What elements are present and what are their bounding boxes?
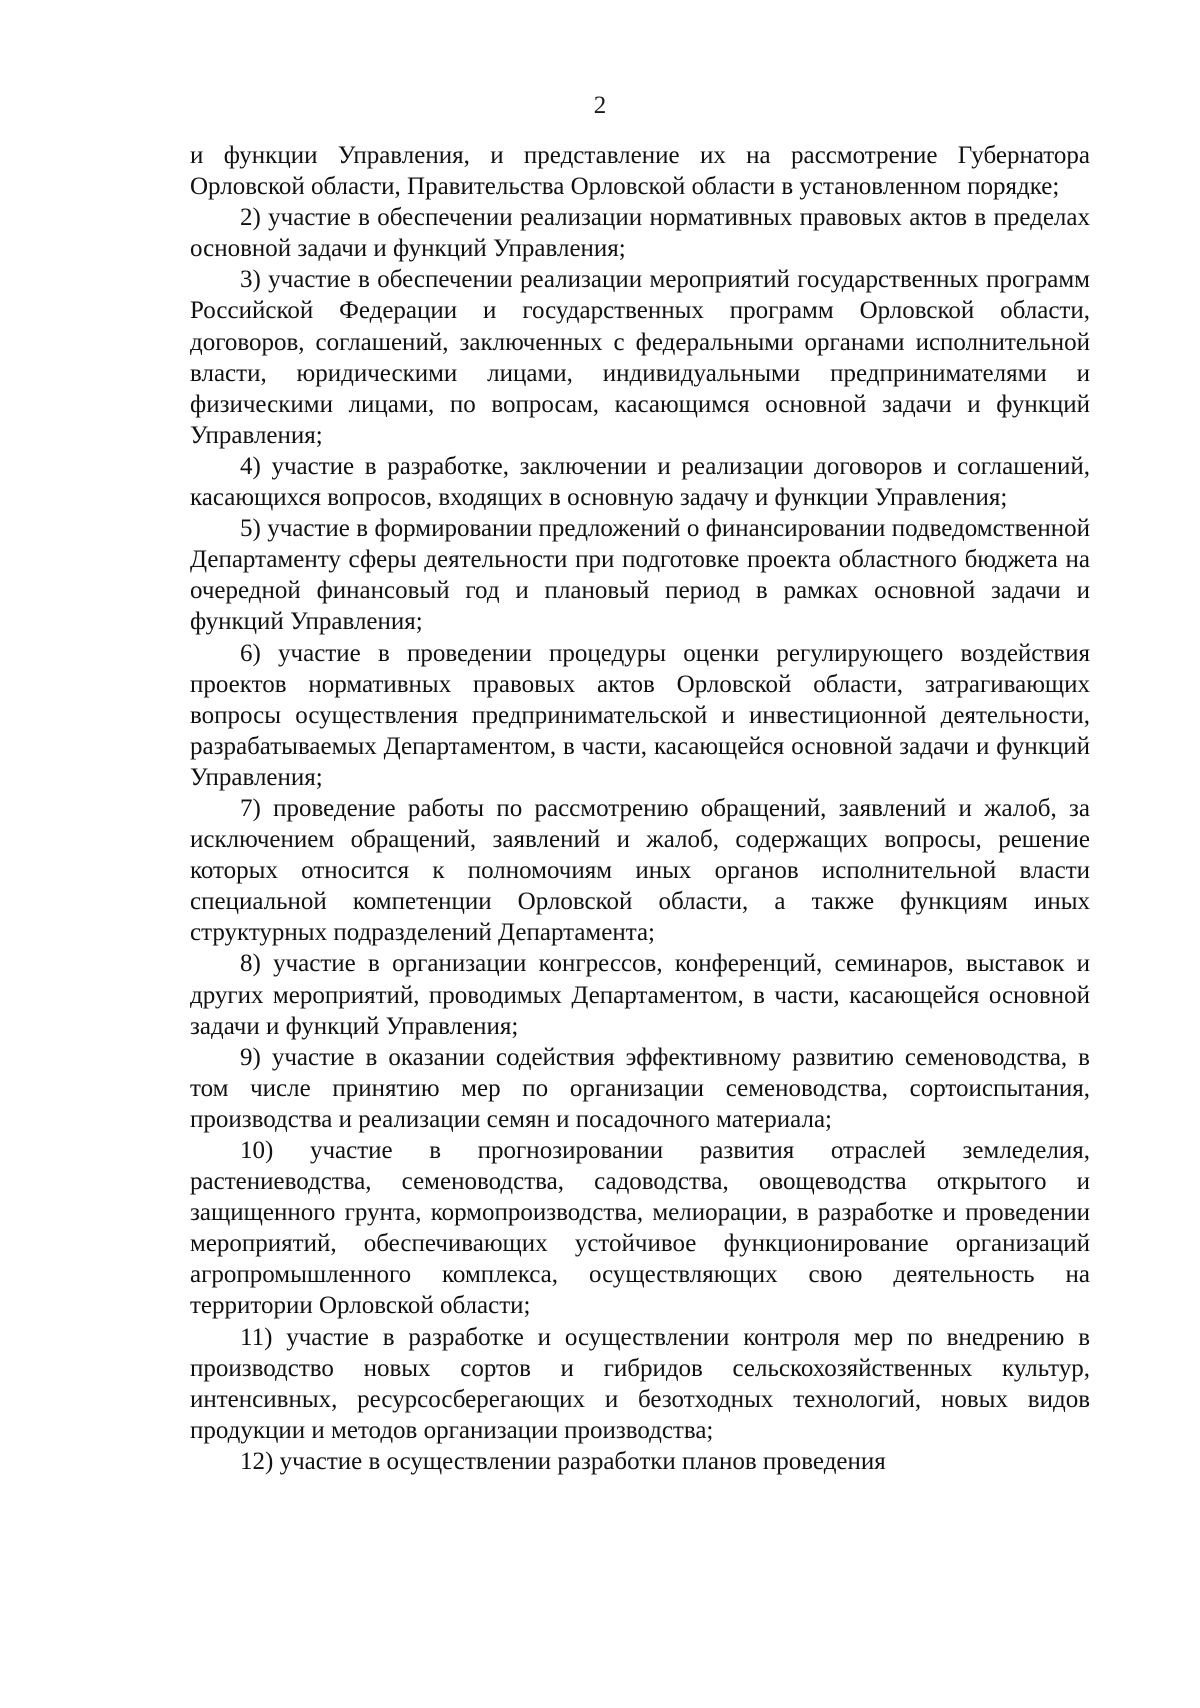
paragraph: 11) участие в разработке и осуществлении контроля мер по внедрению в производство новых сортов и гибридов сельскохозяйственных культур, интенсивных, ресурсосберегающих и безотходных технологий, новых видов продукции и методов организации производства; (190, 1323, 1090, 1444)
paragraph: 8) участие в организации конгрессов, конференций, семинаров, выставок и других мероприятий, проводимых Департаментом, в части, касающейся основной задачи и функций Управления; (190, 950, 1090, 1040)
paragraph: 12) участие в осуществлении разработки планов проведения (240, 1447, 886, 1475)
paragraph: 6) участие в проведении процедуры оценки регулирующего воздействия проектов нормативных правовых актов Орловской области, затрагивающих вопросы осуществления предпринимательской и инвестиционной деятельности, разрабатываемых Департаментом, в части, касающейся основной задачи и функций Управления; (190, 639, 1090, 791)
paragraph: 4) участие в разработке, заключении и реализации договоров и соглашений, касающихся вопросов, входящих в основную задачу и функции Управления; (190, 452, 1090, 512)
paragraph: 10) участие в прогнозировании развития отраслей земледелия, растениеводства, семеноводства, садоводства, овощеводства открытого и защищенного грунта, кормопроизводства, мелиорации, в разработке и проведении мероприятий, обеспечивающих устойчивое функционирование организаций агропромышленного комплекса, осуществляющих свою деятельность на территории Орловской области; (190, 1137, 1090, 1320)
paragraph: 3) участие в обеспечении реализации мероприятий государственных программ Российской Федерации и государственных программ Орловской области, договоров, соглашений, заключенных с федеральными органами исполнительной власти, юридическими лицами, индивидуальными предпринимателями и физическими лицами, по вопросам, касающимся основной задачи и функций Управления; (190, 266, 1090, 449)
paragraph: 7) проведение работы по рассмотрению обращений, заявлений и жалоб, за исключением обращений, заявлений и жалоб, содержащих вопросы, решение которых относится к полномочиям иных органов исполнительной власти специальной компетенции Орловской области, а также функциям иных структурных подразделений Департамента; (190, 794, 1090, 947)
paragraph: 5) участие в формировании предложений о финансировании подведомственной Департаменту сферы деятельности при подготовке проекта областного бюджета на очередной финансовый год и плановый период в рамках основной задачи и функций Управления; (190, 515, 1090, 636)
paragraph: и функции Управления, и представление их на рассмотрение Губернатора Орловской области, Правительства Орловской области в установленном порядке; (190, 142, 1090, 201)
document-body (190, 140, 1090, 1477)
page-number: 2 (593, 92, 607, 119)
paragraph: 9) участие в оказании содействия эффективному развитию семеноводства, в том числе принятию мер по организации семеноводства, сортоиспытания, производства и реализации семян и посадочного материала; (190, 1043, 1090, 1133)
paragraph: 2) участие в обеспечении реализации нормативных правовых актов в пределах основной задачи и функций Управления; (190, 204, 1090, 263)
